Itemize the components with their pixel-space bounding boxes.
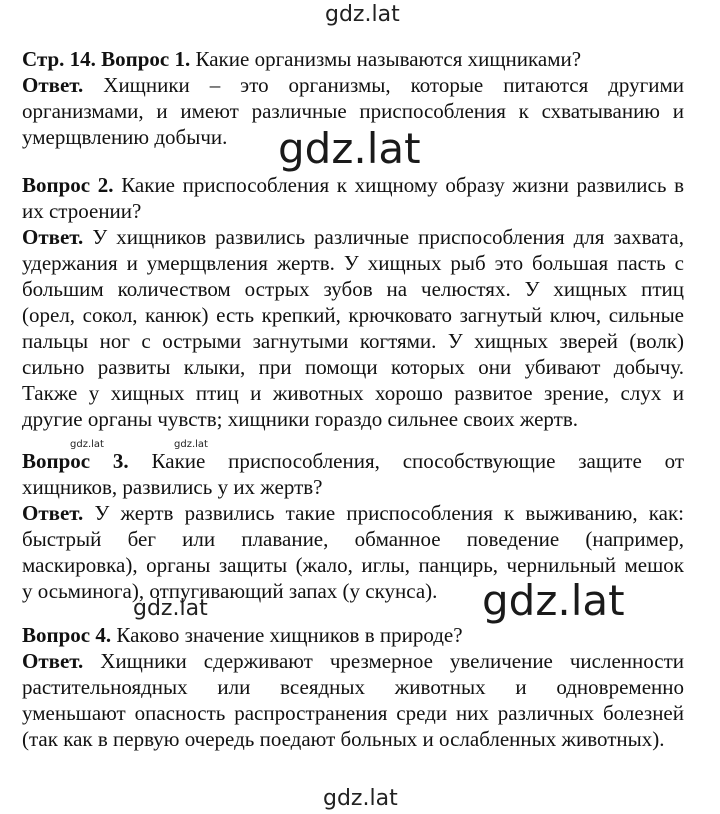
answer-2-line-4: (орел, сокол, канюк) есть крепкий, крючковато загнутый ключ, сильные — [22, 303, 684, 327]
question-4-line — [22, 622, 684, 648]
answer-3-text-1: У жертв развились такие приспособления к выживанию, как: — [94, 501, 684, 525]
question-1-text: Какие организмы называются хищниками? — [195, 47, 582, 71]
answer-2-line-5: пальцы ног с острыми загнутыми когтями. У хищных зверей (волк) — [22, 329, 684, 353]
question-3-text-1: Какие приспособления, способствующие защите от — [151, 449, 684, 473]
answer-3-label: Ответ. — [22, 501, 84, 525]
answer-1-line-2: организмами, и имеют различные приспособления к схватыванию и — [22, 99, 684, 123]
answer-4-line-2: растительноядных или всеядных животных и одновременно — [22, 675, 684, 699]
answer-1-label: Ответ. — [22, 73, 84, 97]
question-4-text: Каково значение хищников в природе? — [116, 623, 463, 647]
answer-2-text-1: У хищников развились различные приспособления для захвата, — [92, 225, 685, 249]
answer-1-line-1 — [22, 72, 684, 98]
answer-4-text-1: Хищники сдерживают чрезмерное увеличение численности — [100, 649, 684, 673]
answer-2-line-7: Также у хищных птиц и животных хорошо развитое зрение, слух и — [22, 381, 684, 405]
answer-1-text-1: Хищники – это организмы, которые питаются другими — [103, 73, 685, 97]
watermark-large-1: gdz.lat — [278, 124, 421, 173]
answer-4-line-1 — [22, 648, 684, 674]
answer-2-line-6: сильно развиты клыки, при помощи которых они убивают добычу. — [22, 355, 684, 379]
watermark-small-2: gdz.lat — [174, 439, 208, 450]
answer-3-line-3: маскировка), органы защиты (жало, иглы, панцирь, чернильный мешок — [22, 553, 684, 577]
answer-2-line-3: большим количеством острых зубов на челюстях. У хищных птиц — [22, 277, 684, 301]
answer-4-line-4: (так как в первую очередь поедают больных и ослабленных животных). — [22, 727, 665, 751]
question-4-label: Вопрос 4. — [22, 623, 112, 647]
answer-4-label: Ответ. — [22, 649, 84, 673]
answer-3-line-1 — [22, 500, 684, 526]
question-1-label: Стр. 14. Вопрос 1. — [22, 47, 191, 71]
answer-3-line-4: у осьминога), отпугивающий запах (у скунса). — [22, 579, 438, 603]
question-2-line-2: их строении? — [22, 199, 142, 223]
watermark-large-2: gdz.lat — [482, 576, 625, 625]
watermark-middle: gdz.lat — [133, 596, 208, 621]
answer-2-line-2: удержания и умерщвления жертв. У хищных рыб это большая пасть с — [22, 251, 684, 275]
question-3-label: Вопрос 3. — [22, 449, 129, 473]
question-3-line-2: хищников, развились у их жертв? — [22, 475, 323, 499]
answer-4-line-3: уменьшают опасность распространения среди них различных болезней — [22, 701, 684, 725]
question-3-line-1 — [22, 448, 684, 474]
answer-2-line-8: другие органы чувств; хищники гораздо сильнее своих жертв. — [22, 407, 578, 431]
answer-2-line-1 — [22, 224, 684, 250]
watermark-bottom: gdz.lat — [323, 786, 398, 811]
question-2-text-1: Какие приспособления к хищному образу жизни развились в — [121, 173, 685, 197]
watermark-small-1: gdz.lat — [70, 439, 104, 450]
answer-2-label: Ответ. — [22, 225, 84, 249]
question-2-label: Вопрос 2. — [22, 173, 114, 197]
answer-1-line-3: умерщвлению добычи. — [22, 125, 228, 149]
question-1-line — [22, 46, 684, 72]
question-2-line-1 — [22, 172, 684, 198]
watermark-top: gdz.lat — [325, 2, 400, 27]
answer-3-line-2: быстрый бег или плавание, обманное поведение (например, — [22, 527, 684, 551]
